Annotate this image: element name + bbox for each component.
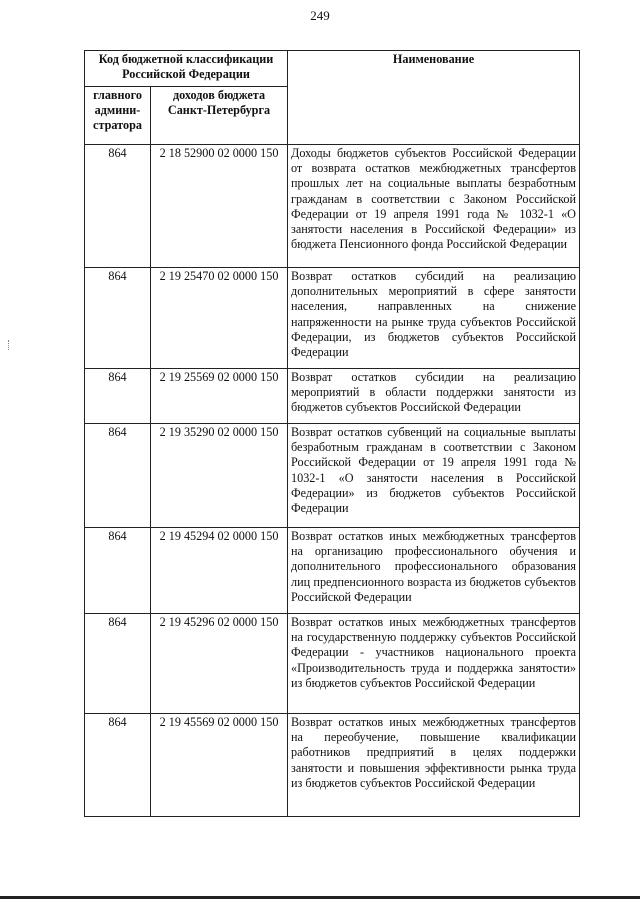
name-cell: Возврат остатков иных межбюджетных трансфертов на организацию профессионального обучения и дополнительного профессионального образования лиц предпенсионного возраста из бюджетов субъектов Российской Федерации — [288, 528, 580, 614]
name-cell: Доходы бюджетов субъектов Российской Федерации от возврата остатков межбюджетных трансфертов прошлых лет на социальные выплаты безработным гражданам в соответствии с Законом Российской Федерации от 19 апреля 1991 года № 1032-1 «О занятости населения в Российской Федерации» из бюджета Пенсионного фонда Российской Федерации — [288, 145, 580, 268]
header-classification: Код бюджетной классификации Российской Федерации — [85, 51, 288, 87]
table-row — [85, 424, 580, 528]
income-code-cell: 2 19 35290 02 0000 150 — [151, 424, 288, 528]
admin-code-cell: 864 — [85, 369, 151, 424]
budget-classification-table — [84, 50, 580, 817]
admin-code-cell: 864 — [85, 145, 151, 268]
admin-code-cell: 864 — [85, 614, 151, 714]
header-income: доходов бюджета Санкт-Петербурга — [151, 87, 288, 145]
name-cell: Возврат остатков субвенций на социальные выплаты безработным гражданам в соответствии с Законом Российской Федерации от 19 апреля 1991 года № 1032-1 «О занятости населения в Российской Федерации» из бюджетов субъектов Российской Федерации — [288, 424, 580, 528]
table-row — [85, 714, 580, 817]
header-admin: главного админи-стратора — [85, 87, 151, 145]
table-row — [85, 145, 580, 268]
income-code-cell: 2 19 25569 02 0000 150 — [151, 369, 288, 424]
table-header — [85, 51, 580, 145]
table-row — [85, 528, 580, 614]
page-number: 249 — [310, 8, 330, 23]
income-code-cell: 2 19 25470 02 0000 150 — [151, 268, 288, 369]
income-code-cell: 2 19 45294 02 0000 150 — [151, 528, 288, 614]
income-code-cell: 2 19 45569 02 0000 150 — [151, 714, 288, 817]
bottom-scan-border — [0, 896, 640, 899]
name-cell: Возврат остатков иных межбюджетных трансфертов на государственную поддержку субъектов Российской Федерации - участников национального проекта «Производительность труда и поддержка занятости» из бюджетов субъектов Российской Федерации — [288, 614, 580, 714]
table-row — [85, 614, 580, 714]
admin-code-cell: 864 — [85, 714, 151, 817]
name-cell: Возврат остатков субсидий на реализацию дополнительных мероприятий в сфере занятости населения, направленных на снижение напряженности на рынке труда субъектов Российской Федерации, из бюджетов субъектов Российской Федерации — [288, 268, 580, 369]
header-name: Наименование — [288, 51, 580, 145]
table-row — [85, 369, 580, 424]
admin-code-cell: 864 — [85, 528, 151, 614]
name-cell: Возврат остатков иных межбюджетных трансфертов на переобучение, повышение квалификации работников предприятий в целях поддержки занятости и повышения эффективности рынка труда из бюджетов субъектов Российской Федерации — [288, 714, 580, 817]
name-cell: Возврат остатков субсидии на реализацию мероприятий в области поддержки занятости из бюджетов субъектов Российской Федерации — [288, 369, 580, 424]
admin-code-cell: 864 — [85, 268, 151, 369]
income-code-cell: 2 19 45296 02 0000 150 — [151, 614, 288, 714]
margin-mark — [8, 340, 11, 350]
admin-code-cell: 864 — [85, 424, 151, 528]
income-code-cell: 2 18 52900 02 0000 150 — [151, 145, 288, 268]
table-row — [85, 268, 580, 369]
